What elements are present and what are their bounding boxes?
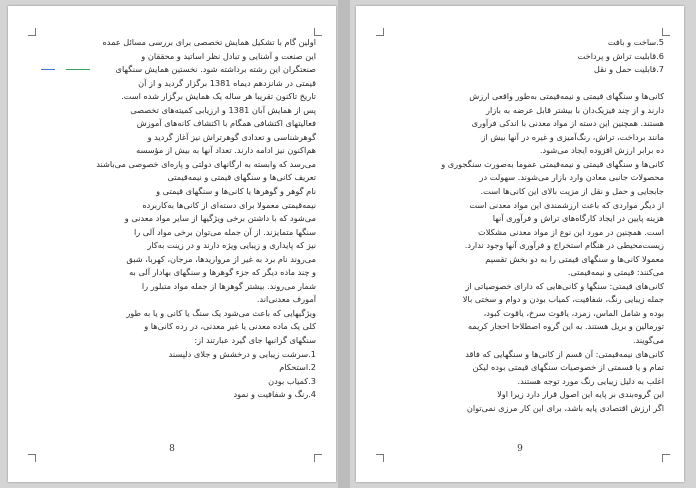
text-line: از دیگر مواردی که باعث ارزشمندی این مواد معدنی است (469, 199, 664, 210)
crop-mark (314, 28, 322, 36)
text-line: 7.قابلیت حمل و نقل (593, 64, 664, 75)
text-line: ویژگیهایی که باعث می‌شود یک سنگ یا کانی و یا به طور (126, 307, 316, 318)
crop-mark (662, 454, 670, 462)
text-line: اولین گام با تشکیل همایش تخصصی برای بررسی مسائل عمده (102, 37, 316, 47)
text-line: می‌شود که با داشتن برخی ویژگیها از سایر مواد معدنی و (124, 213, 316, 224)
text-line: تاریخ تاکنون تقریبا هر ساله یک همایش برگزار شده است. (121, 91, 316, 102)
text-line: ده برابر ارزش افزوده ایجاد می‌شود. (539, 145, 664, 156)
page-body-text[interactable] (382, 36, 664, 415)
text-line: این صنعت و آشنایی و تبادل نظر اساتید و محققان و (141, 50, 316, 61)
page-gutter (338, 0, 350, 488)
text-line (382, 77, 664, 91)
text-line: و چند ماده دیگر که جزء گوهرها و سنگهای بهادار آلی به (129, 267, 316, 278)
text-line: اغلب به دلیل زیبایی رنگ مورد توجه هستند. (517, 375, 664, 386)
text-line: کانی‌های قیمتی: سنگها و کانی‌هایی که دارای خصوصیاتی از (465, 280, 664, 291)
page-body-text[interactable] (34, 36, 316, 402)
text-line: 5.ساخت و بافت (607, 37, 664, 47)
text-line: دارند و از چند فیزیک‌دان با بیشتر قابل عرضه به بازار (485, 104, 664, 115)
text-line: جمله زیبایی رنگ، شفافیت، کمیاب بودن و دوام و سختی بالا (462, 294, 664, 305)
text-line: کلی یک ماده معدنی یا غیر معدنی، در رده کانی‌ها و (144, 321, 316, 332)
text-line: قیمتی در شانزدهم دیماه 1381 برگزار گردید و از آن (138, 77, 316, 88)
text-line: هم‌اکنون نیز ادامه دارند. تعداد آنها به بیش از مؤسسه (136, 145, 316, 156)
text-line: صنعتگران این رشته برداشته شود. نخستین همایش سنگهای (115, 64, 316, 75)
text-line: می‌روند نام برد به غیر از مرواریدها، مرجان، کهربا، شبق (126, 253, 316, 264)
text-line: کانی‌های نیمه‌قیمتی: آن قسم از کانی‌ها و سنگهایی که فاقد (465, 348, 664, 359)
text-line: 2.استحکام (279, 362, 316, 373)
text-line: جابجایی و حمل و نقل از مزیت بالای این کانی‌ها است. (480, 186, 664, 197)
text-line: نیمه‌قیمتی معمولا برای دسته‌ای از کانی‌ها به‌کاربرده (142, 199, 316, 210)
text-line: آمورف معدنی‌اند. (256, 294, 316, 305)
crop-mark (28, 28, 36, 36)
text-line: است. همچنین در مورد این نوع از مواد معدنی مشکلات (477, 226, 664, 237)
crop-mark (28, 454, 36, 462)
text-line: تورمالین و بریل هستند. به این گروه اصطلاحا احجار کریمه (467, 321, 664, 332)
text-line: محصولات جانبی معادن وارد بازار می‌شوند. سهولت در (479, 172, 664, 183)
text-line: می‌کنند: قیمتی و نیمه‌قیمتی. (567, 267, 664, 278)
text-line: نام گوهر و گوهرها یا کانی‌ها و سنگهای قیمتی و (156, 186, 316, 197)
page-number: 8 (169, 444, 175, 454)
text-line: اگر ارزش اقتصادی پایه باشد، برای این کار مرزی نمی‌توان (466, 402, 664, 413)
text-line: معمولا کانی‌ها و سنگهای قیمتی را به دو بخش تقسیم (485, 253, 664, 264)
text-line: مانند برداخت، تراش، رنگ‌آمیزی و غیره در آنها بیش از (481, 131, 664, 142)
page-number: 9 (517, 444, 523, 454)
text-line: سنگهای گرانبها جای گیرد عبارتند از: (194, 335, 316, 346)
text-line: هزینه پایین در ایجاد کارگاه‌های تراش و فرآوری آنها (492, 213, 664, 224)
crop-mark (376, 28, 384, 36)
text-line: می‌گویند. (633, 335, 664, 346)
text-line: نیز که پایداری و زیبایی ویژه دارند و در زینت به‌کار (147, 240, 316, 251)
page-9 (356, 6, 684, 482)
text-line: کانی‌ها و سنگهای قیمتی و نیمه‌قیمتی عموما به‌صورت سنگجوری و (441, 158, 664, 169)
crop-mark (662, 28, 670, 36)
text-line: کانی‌ها و سنگهای قیمتی و نیمه‌قیمتی به‌طور واقعی ارزش (469, 91, 664, 102)
text-line: تعریف کانی‌ها و سنگهای قیمتی و نیمه‌قیمتی (167, 172, 316, 183)
text-line: این گروه‌بندی بر پایه این اصول قرار دارد زیرا اولا (497, 389, 664, 400)
text-line: 3.کمیاب بودن (268, 375, 316, 386)
text-line: زیست‌محیطی در هنگام استخراج و فرآوری آنها وجود ندارد. (464, 240, 664, 251)
text-line: 6.قابلیت تراش و پرداخت (577, 50, 664, 61)
text-line: گوهرشناسی و تعدادی گوهرتراش نیز آغاز گردید و (147, 131, 316, 142)
page-8 (8, 6, 336, 482)
text-line: پس از همایش آبان 1381 و ارزیابی کمیته‌های تخصصی (130, 104, 316, 115)
text-line: سنگها متمایزند. از آن جمله می‌توان برخی مواد آلی را (133, 226, 316, 237)
text-line: 1.سرشت زیبایی و درخشش و جلای دلپسند (168, 348, 316, 359)
text-line: هستند. همچنین این دسته از مواد معدنی با اندکی فرآوری (471, 118, 664, 129)
crop-mark (376, 454, 384, 462)
text-line: بوده و شامل الماس، زمرد، یاقوت سرخ، یاقوت کبود، (483, 307, 664, 318)
text-line: 4.رنگ و شفافیت و نمود (233, 389, 316, 400)
text-line: تمام و یا قسمتی از خصوصیات سنگهای قیمتی بوده لیکن (472, 362, 664, 373)
text-line: می‌رسد که وابسته به ارگانهای دولتی و پاره‌ای خصوصی می‌باشند (96, 158, 316, 169)
text-line: شمار می‌روند. بیشتر گوهرها از جمله مواد متبلور را (141, 280, 316, 291)
crop-mark (314, 454, 322, 462)
text-line: فعالیتهای اکتشافی همگام با اکتشاف کانه‌های آموزش (136, 118, 316, 129)
